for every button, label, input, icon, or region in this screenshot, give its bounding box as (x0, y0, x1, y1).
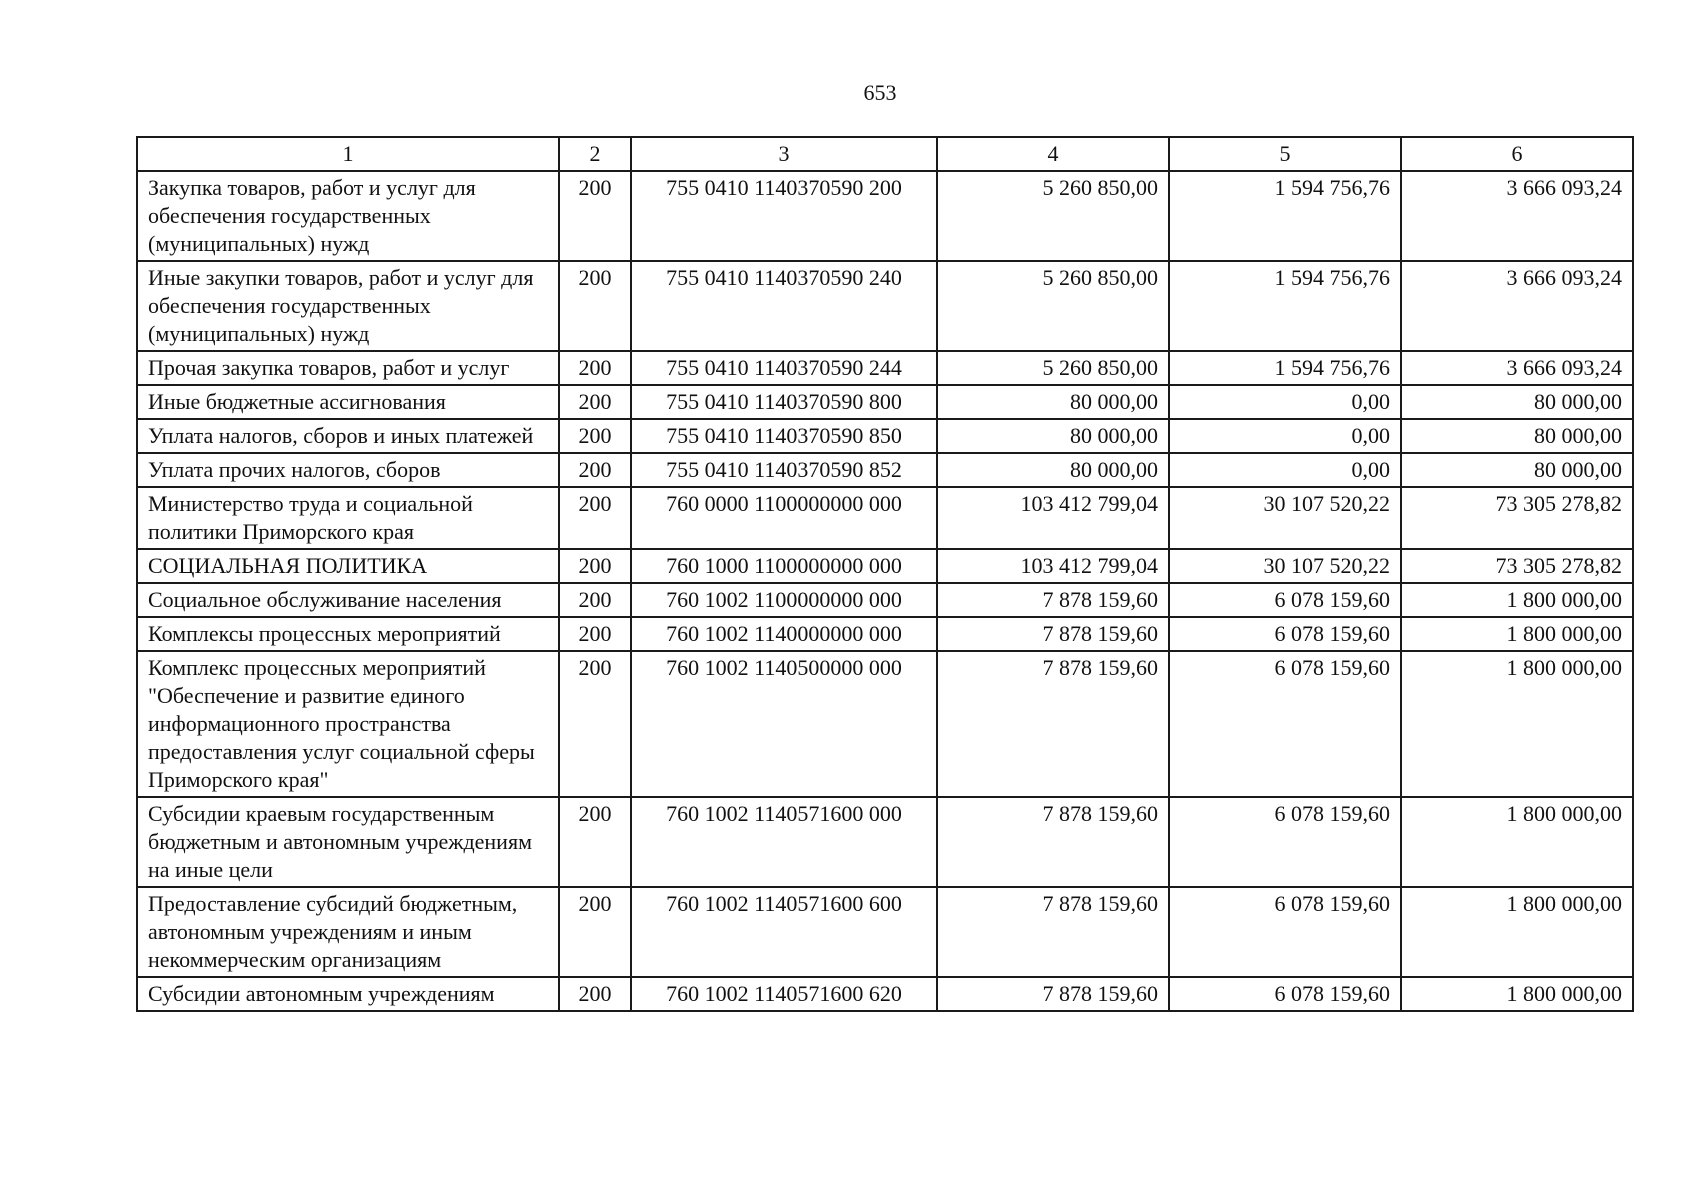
row-col2: 200 (559, 797, 631, 887)
row-col6: 1 800 000,00 (1401, 887, 1633, 977)
row-name: Субсидии автономным учреждениям (137, 977, 559, 1011)
row-name: Комплекс процессных мероприятий "Обеспечение и развитие единого информационного пространства предоставления услуг социальной сферы Приморского края" (137, 651, 559, 797)
row-col6: 1 800 000,00 (1401, 977, 1633, 1011)
row-col6: 80 000,00 (1401, 453, 1633, 487)
row-col2: 200 (559, 419, 631, 453)
table-row (137, 977, 1633, 1011)
row-col6: 80 000,00 (1401, 385, 1633, 419)
row-col6: 3 666 093,24 (1401, 171, 1633, 261)
row-name: Прочая закупка товаров, работ и услуг (137, 351, 559, 385)
row-col5: 1 594 756,76 (1169, 351, 1401, 385)
row-col4: 7 878 159,60 (937, 887, 1169, 977)
header-cell: 5 (1169, 137, 1401, 171)
row-col4: 7 878 159,60 (937, 797, 1169, 887)
header-cell: 2 (559, 137, 631, 171)
row-col5: 6 078 159,60 (1169, 583, 1401, 617)
row-code: 760 1002 1140500000 000 (631, 651, 937, 797)
row-col6: 73 305 278,82 (1401, 549, 1633, 583)
table-row (137, 797, 1633, 887)
table-body (137, 171, 1633, 1011)
page-number: 653 (863, 80, 897, 105)
row-col6: 3 666 093,24 (1401, 261, 1633, 351)
row-col5: 0,00 (1169, 385, 1401, 419)
header-cell: 4 (937, 137, 1169, 171)
row-code: 760 1002 1140000000 000 (631, 617, 937, 651)
row-col5: 6 078 159,60 (1169, 977, 1401, 1011)
row-name: Социальное обслуживание населения (137, 583, 559, 617)
row-col4: 5 260 850,00 (937, 171, 1169, 261)
row-col2: 200 (559, 487, 631, 549)
row-col5: 1 594 756,76 (1169, 171, 1401, 261)
row-col6: 1 800 000,00 (1401, 583, 1633, 617)
row-col5: 6 078 159,60 (1169, 887, 1401, 977)
row-name: Субсидии краевым государственным бюджетным и автономным учреждениям на иные цели (137, 797, 559, 887)
table-row (137, 261, 1633, 351)
budget-table (136, 136, 1634, 1012)
row-col4: 5 260 850,00 (937, 261, 1169, 351)
row-col2: 200 (559, 887, 631, 977)
header-cell: 3 (631, 137, 937, 171)
table-row (137, 887, 1633, 977)
table-row (137, 651, 1633, 797)
table-row (137, 583, 1633, 617)
row-col4: 7 878 159,60 (937, 617, 1169, 651)
row-col5: 6 078 159,60 (1169, 617, 1401, 651)
row-name: Предоставление субсидий бюджетным, автономным учреждениям и иным некоммерческим организациям (137, 887, 559, 977)
row-col4: 7 878 159,60 (937, 583, 1169, 617)
row-col4: 80 000,00 (937, 419, 1169, 453)
row-col4: 7 878 159,60 (937, 651, 1169, 797)
row-col2: 200 (559, 171, 631, 261)
row-col5: 30 107 520,22 (1169, 487, 1401, 549)
row-name: Министерство труда и социальной политики Приморского края (137, 487, 559, 549)
row-col2: 200 (559, 261, 631, 351)
row-code: 755 0410 1140370590 240 (631, 261, 937, 351)
row-col6: 1 800 000,00 (1401, 797, 1633, 887)
row-col6: 73 305 278,82 (1401, 487, 1633, 549)
row-col4: 80 000,00 (937, 385, 1169, 419)
row-code: 760 1002 1140571600 000 (631, 797, 937, 887)
table-row (137, 617, 1633, 651)
row-col2: 200 (559, 385, 631, 419)
row-col4: 103 412 799,04 (937, 487, 1169, 549)
row-code: 755 0410 1140370590 244 (631, 351, 937, 385)
row-col4: 5 260 850,00 (937, 351, 1169, 385)
row-col6: 1 800 000,00 (1401, 617, 1633, 651)
row-code: 760 1000 1100000000 000 (631, 549, 937, 583)
row-name: Закупка товаров, работ и услуг для обеспечения государственных (муниципальных) нужд (137, 171, 559, 261)
row-col2: 200 (559, 977, 631, 1011)
row-col4: 7 878 159,60 (937, 977, 1169, 1011)
row-col2: 200 (559, 453, 631, 487)
row-col5: 30 107 520,22 (1169, 549, 1401, 583)
row-name: Иные бюджетные ассигнования (137, 385, 559, 419)
row-col2: 200 (559, 549, 631, 583)
row-col2: 200 (559, 351, 631, 385)
row-code: 760 1002 1140571600 620 (631, 977, 937, 1011)
row-col4: 103 412 799,04 (937, 549, 1169, 583)
row-col6: 1 800 000,00 (1401, 651, 1633, 797)
table-row (137, 351, 1633, 385)
table-row (137, 385, 1633, 419)
row-name: СОЦИАЛЬНАЯ ПОЛИТИКА (137, 549, 559, 583)
row-col5: 6 078 159,60 (1169, 651, 1401, 797)
row-name: Комплексы процессных мероприятий (137, 617, 559, 651)
table-row (137, 419, 1633, 453)
row-col4: 80 000,00 (937, 453, 1169, 487)
row-col6: 80 000,00 (1401, 419, 1633, 453)
header-row (137, 137, 1633, 171)
row-code: 755 0410 1140370590 200 (631, 171, 937, 261)
row-col6: 3 666 093,24 (1401, 351, 1633, 385)
row-name: Уплата налогов, сборов и иных платежей (137, 419, 559, 453)
row-code: 760 1002 1100000000 000 (631, 583, 937, 617)
row-code: 760 1002 1140571600 600 (631, 887, 937, 977)
table-row (137, 171, 1633, 261)
header-cell: 1 (137, 137, 559, 171)
row-code: 760 0000 1100000000 000 (631, 487, 937, 549)
table-row (137, 549, 1633, 583)
table-row (137, 453, 1633, 487)
row-code: 755 0410 1140370590 850 (631, 419, 937, 453)
table-row (137, 487, 1633, 549)
row-col2: 200 (559, 651, 631, 797)
row-col2: 200 (559, 617, 631, 651)
table-header (137, 137, 1633, 171)
row-col5: 0,00 (1169, 453, 1401, 487)
row-name: Иные закупки товаров, работ и услуг для обеспечения государственных (муниципальных) нужд (137, 261, 559, 351)
row-code: 755 0410 1140370590 852 (631, 453, 937, 487)
row-col5: 6 078 159,60 (1169, 797, 1401, 887)
row-col5: 0,00 (1169, 419, 1401, 453)
row-name: Уплата прочих налогов, сборов (137, 453, 559, 487)
row-col2: 200 (559, 583, 631, 617)
header-cell: 6 (1401, 137, 1633, 171)
row-col5: 1 594 756,76 (1169, 261, 1401, 351)
row-code: 755 0410 1140370590 800 (631, 385, 937, 419)
